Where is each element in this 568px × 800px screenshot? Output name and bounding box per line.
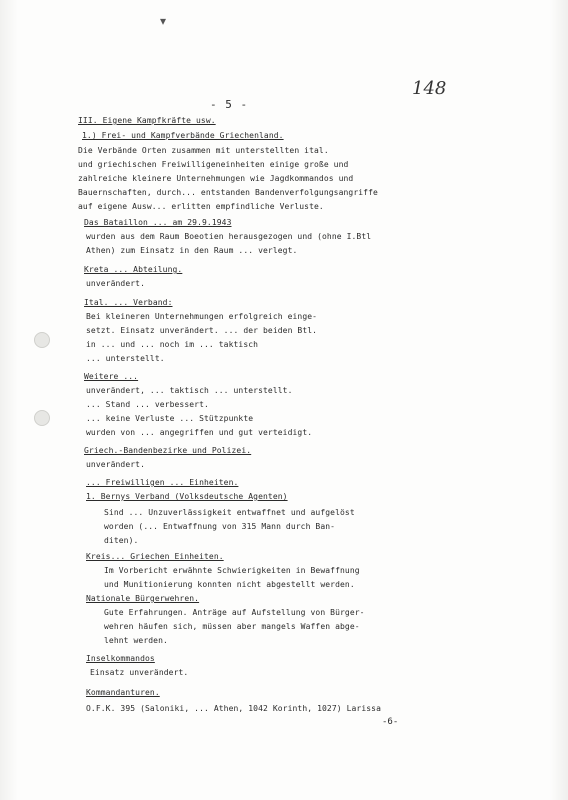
text-line: wurden von ... angegriffen und gut verteidigt.: [86, 428, 313, 437]
text-line: und Munitionierung konnten nicht abgestellt werden.: [104, 580, 355, 589]
subsection-heading: Das Bataillon ... am 29.9.1943: [84, 218, 232, 227]
subsection-heading: Nationale Bürgerwehren.: [86, 594, 200, 603]
text-line: diten).: [104, 536, 139, 545]
text-line: und griechischen Freiwilligeneinheiten einige große und: [78, 160, 349, 169]
text-line: wurden aus dem Raum Boeotien herausgezogen und (ohne I.Btl: [86, 232, 372, 241]
text-line: Bei kleineren Unternehmungen erfolgreich einge-: [86, 312, 318, 321]
punch-hole-lower: [34, 410, 50, 426]
text-line: Einsatz unverändert.: [90, 668, 189, 677]
text-line: wehren häufen sich, müssen aber mangels Waffen abge-: [104, 622, 360, 631]
subsection-heading: Kreta ... Abteilung.: [84, 265, 183, 274]
subsection-heading: Griech.-Bandenbezirke und Polizei.: [84, 446, 252, 455]
subsection-heading: 1. Bernys Verband (Volksdeutsche Agenten): [86, 492, 288, 501]
text-line: zahlreiche kleinere Unternehmungen wie Jagdkommandos und: [78, 174, 354, 183]
subsection-heading: Kreis... Griechen Einheiten.: [86, 552, 224, 561]
subsection-heading: ... Freiwilligen ... Einheiten.: [86, 478, 239, 487]
subsection-heading: Weitere ...: [84, 372, 139, 381]
text-line: Bauernschaften, durch... entstanden Bandenverfolgungsangriffe: [78, 188, 378, 197]
subsection-heading: Kommandanturen.: [86, 688, 160, 697]
text-line: auf eigene Ausw... erlitten empfindliche Verluste.: [78, 202, 324, 211]
section-heading: III. Eigene Kampfkräfte usw.: [78, 116, 216, 125]
scan-mark: ▾: [160, 14, 167, 28]
text-line: in ... und ... noch im ... taktisch: [86, 340, 259, 349]
subsection-heading: Ital. ... Verband:: [84, 298, 173, 307]
text-line: O.F.K. 395 (Saloniki, ... Athen, 1042 Korinth, 1027) Larissa: [86, 704, 381, 713]
subsection-heading: 1.) Frei- und Kampfverbände Griechenland.: [82, 131, 284, 140]
subsection-heading: Inselkommandos: [86, 654, 155, 663]
text-line: ... unterstellt.: [86, 354, 165, 363]
text-line: Athen) zum Einsatz in den Raum ... verlegt.: [86, 246, 298, 255]
text-line: Sind ... Unzuverlässigkeit entwaffnet und aufgelöst: [104, 508, 355, 517]
page-number: - 5 -: [210, 98, 249, 111]
text-line: Die Verbände Orten zusammen mit unterstellten ital.: [78, 146, 329, 155]
text-line: unverändert.: [86, 279, 145, 288]
text-line: setzt. Einsatz unverändert. ... der beiden Btl.: [86, 326, 318, 335]
folio-number: 148: [412, 78, 447, 99]
text-line: unverändert.: [86, 460, 145, 469]
text-line: worden (... Entwaffnung von 315 Mann durch Ban-: [104, 522, 336, 531]
punch-hole-upper: [34, 332, 50, 348]
text-line: ... Stand ... verbessert.: [86, 400, 209, 409]
text-line: lehnt werden.: [104, 636, 168, 645]
text-line: Im Vorbericht erwähnte Schwierigkeiten in Bewaffnung: [104, 566, 360, 575]
text-line: Gute Erfahrungen. Anträge auf Aufstellung von Bürger-: [104, 608, 365, 617]
text-line: ... keine Verluste ... Stützpunkte: [86, 414, 254, 423]
text-line: unverändert, ... taktisch ... unterstellt.: [86, 386, 293, 395]
continuation-mark: -6-: [382, 717, 399, 727]
